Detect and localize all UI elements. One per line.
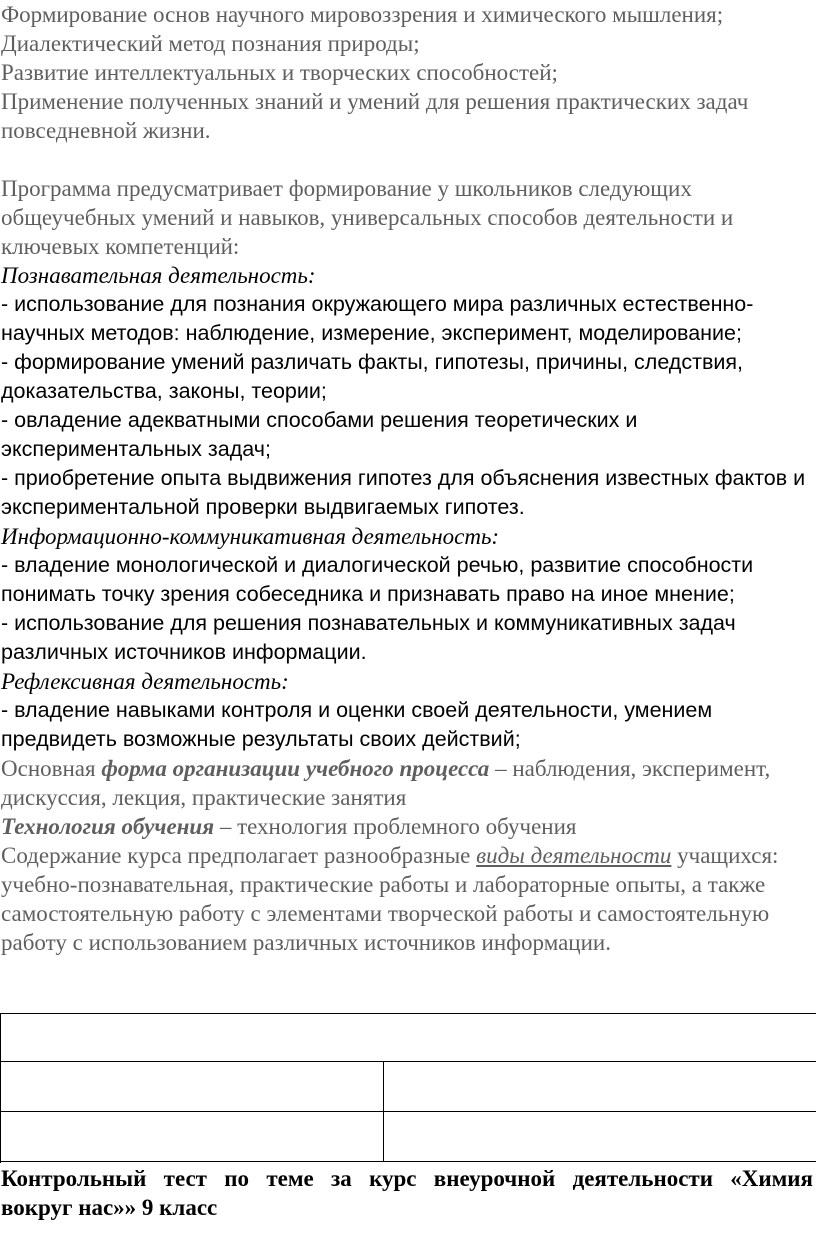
paragraph-gap (1, 145, 813, 174)
content-paragraph (1, 841, 813, 957)
empty-table (0, 1013, 816, 1163)
document-page (1, 0, 813, 957)
table-row (1, 1112, 816, 1162)
table-row (1, 1014, 816, 1062)
list-item: - формирование умений различать факты, гипотезы, причины, следствия, доказательства, законы, теории; (1, 350, 743, 403)
table-cell (1, 1112, 384, 1161)
section-items (1, 551, 813, 667)
technology-rest: – технология проблемного обучения (214, 814, 577, 839)
list-item: - использование для познания окружающего мира различных естественно-научных методов: наблюдение, измерение, эксперимент, моделирование; (1, 292, 754, 345)
content-rest: учащихся: учебно-познавательная, практические работы и лабораторные опыты, а также самостоятельную работу с элементами творческой работы и самостоятельную работу с использованием различных источников информации. (1, 843, 779, 955)
activity-types-link[interactable]: виды деятельности (476, 843, 672, 868)
content-prefix: Содержание курса предполагает разнообразные (1, 843, 477, 868)
technology-paragraph (1, 812, 813, 841)
list-item: - владение монологической и диалогической речью, развитие способности понимать точку зрения собеседника и признавать право на иное мнение; (1, 553, 754, 606)
table-row (1, 1062, 816, 1112)
section-items (1, 290, 813, 522)
technology-emphasis: Технология обучения (1, 814, 215, 839)
section-heading: Рефлексивная деятельность: (1, 669, 289, 694)
test-title-line: вокруг нас»» 9 класс (1, 1195, 218, 1220)
table-cell (1, 1062, 384, 1111)
section-heading: Информационно-коммуникативная деятельность: (1, 524, 500, 549)
list-item: - использование для решения познавательных и коммуникативных задач различных источников информации. (1, 611, 736, 664)
form-organization-paragraph (1, 754, 813, 812)
intro-line: Диалектический метод познания природы; (1, 31, 420, 56)
program-paragraph: Программа предусматривает формирование у школьников следующих общеучебных умений и навыков, универсальных способов деятельности и ключевых компетенций: (1, 176, 734, 259)
table-cell (384, 1062, 816, 1111)
section-heading: Познавательная деятельность: (1, 263, 316, 288)
list-item: - овладение адекватными способами решения теоретических и экспериментальных задач; (1, 408, 638, 461)
form-org-rest: – наблюдения, эксперимент, дискуссия, лекция, практические занятия (1, 756, 771, 810)
form-org-prefix: Основная (1, 756, 102, 781)
intro-line: Применение полученных знаний и умений для решения практических задач повседневной жизни. (1, 89, 749, 143)
list-item: - владение навыками контроля и оценки своей деятельности, умением предвидеть возможные результаты своих действий; (1, 698, 713, 751)
test-title-line: Контрольный тест по теме за курс внеурочной деятельности «Химия (1, 1166, 813, 1191)
intro-line: Развитие интеллектуальных и творческих способностей; (1, 60, 558, 85)
section-items (1, 696, 813, 754)
form-org-emphasis: форма организации учебного процесса (101, 756, 490, 781)
intro-line: Формирование основ научного мировоззрения и химического мышления; (1, 2, 724, 27)
list-item: - приобретение опыта выдвижения гипотез для объяснения известных фактов и экспериментальной проверки выдвигаемых гипотез. (1, 466, 806, 519)
test-title (1, 1164, 813, 1222)
table-cell (384, 1112, 816, 1161)
